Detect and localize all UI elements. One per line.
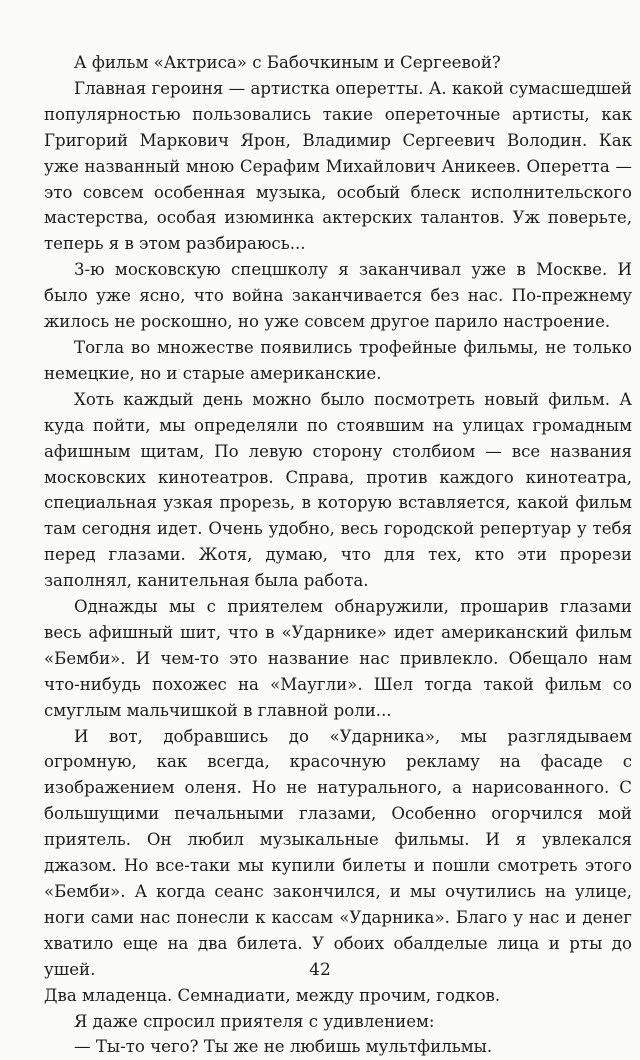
paragraph: Главная героиня — артистка оперетты. А. какой сумасшедшей популярностью пользовались такие опереточные артисты, как Григорий Маркович Ярон, Владимир Сергеевич Володин. Как уже названный мною Серафим Михайлович Аникеев. Оперетта — это совсем особенная музыка, особый блеск исполнительского мастерства, особая изюминка актерских талантов. Уж поверьте, теперь я в этом разбираюсь... [44,78,632,254]
paragraph: И вот, добравшись до «Ударника», мы разглядываем огромную, как всегда, красочную рекламу на фасаде с изображением оленя. Но не натурального, а нарисованного. С большущими печальными глазами, Особенно огорчился мой приятель. Он любил музыкальные фильмы. И я увлекался джазом. Но все-таки мы купили билеты и пошли смотреть этого «Бемби». А когда сеанс закончился, и мы очутились на улице, ноги сами нас понесли к кассам «Ударника». Благо у нас и денег хватило еще на два билета. У обоих обалделые лица и рты до ушей. [44,726,632,979]
body-text [44,50,632,1060]
paragraph: Тогла во множестве появились трофейные фильмы, не только немецкие, но и старые американские. [44,337,632,383]
paragraph: Однажды мы с приятелем обнаружили, прошарив глазами весь афишный шит, что в «Ударнике» идет американский фильм «Бемби». И чем-то это название нас привлекло. Обещало нам что-нибудь похожес на «Маугли». Шел тогда такой фильм со смуглым мальчишкой в главной роли... [44,597,632,720]
paragraph: Хоть каждый день можно было посмотреть новый фильм. А куда пойти, мы определяли по стоявшим на улицах громадным афишным щитам, По левую сторону столбиом — все названия московских кинотеатров. Справа, против каждого кинотеатра, специальная узкая прорезь, в которую вставляется, какой фильм там сегодня идет. Очень удобно, весь городской репертуар у тебя перед глазами. Жотя, думаю, что для тех, кто эти прорези заполнял, канительная была работа. [44,389,632,591]
page-number: 42 [309,960,331,980]
paragraph: Я даже спросил приятеля с удивлением: [74,1011,435,1031]
paragraph: 3-ю московскую спецшколу я заканчивал уже в Москве. И было уже ясно, что война заканчивается без нас. По-прежнему жилось не роскошно, но уже совсем другое парило настроение. [44,260,632,332]
paragraph: А фильм «Актриса» с Бабочкиным и Сергеевой? [74,53,501,72]
paragraph: Два младенца. Семнадиати, между прочим, годков. [44,985,501,1005]
paragraph: — Ты-то чего? Ты же не любишь мультфильмы. [74,1037,493,1057]
